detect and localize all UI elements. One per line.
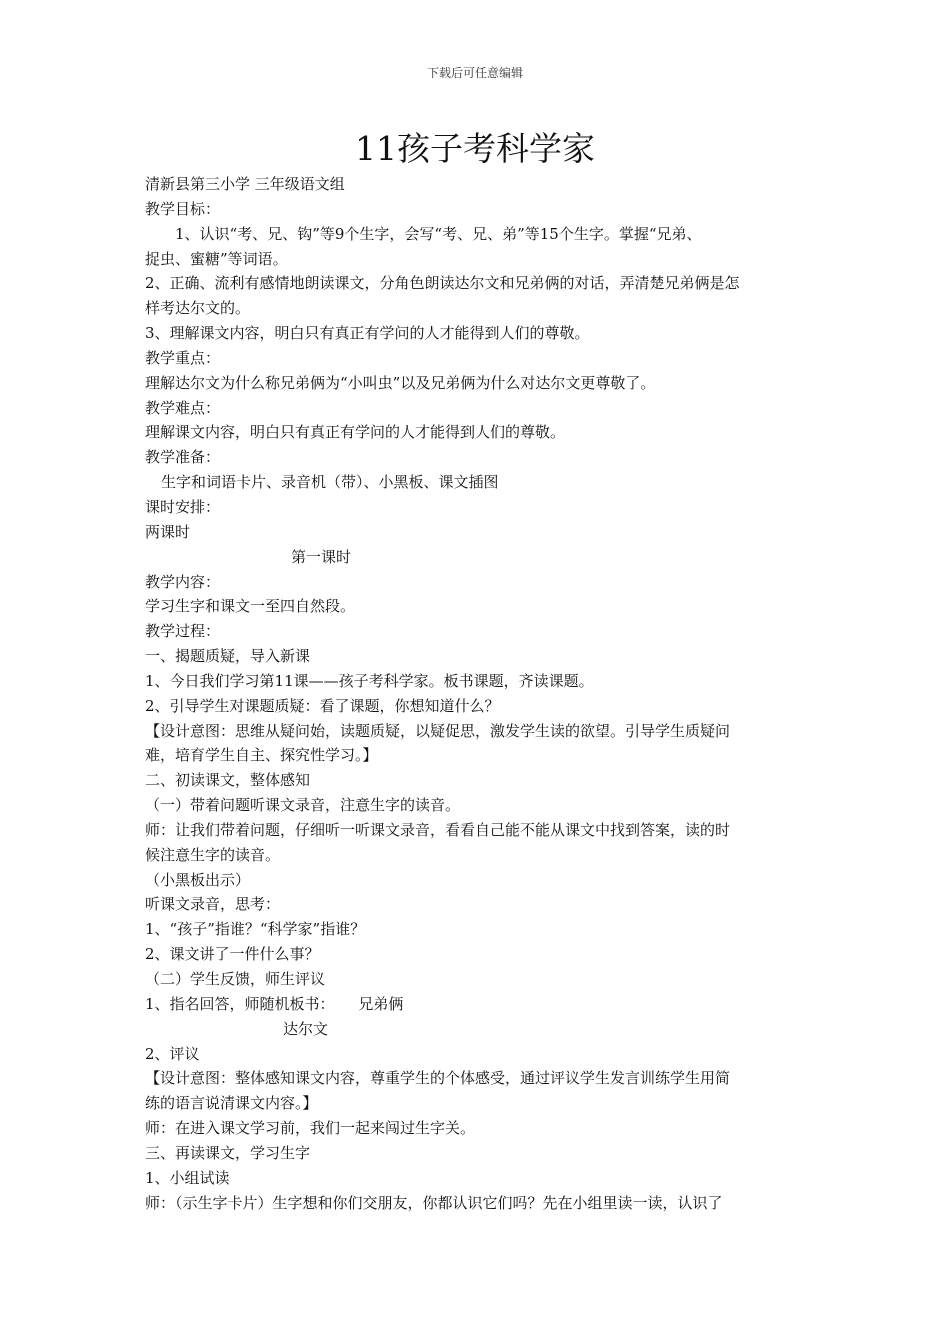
body-line: 难，培育学生自主、探究性学习。】: [145, 746, 378, 765]
body-line: 教学目标：: [145, 199, 221, 218]
body-line: 1、认识“考、兄、钩”等9个生字，会写“考、兄、弟”等15个生字。掌握“兄弟、: [175, 224, 702, 243]
body-line: 师：（示生字卡片）生字想和你们交朋友，你都认识它们吗？先在小组里读一读，认识了: [145, 1193, 723, 1212]
body-line: 课时安排：: [145, 497, 221, 516]
body-line: 【设计意图：思维从疑问始，读题质疑，以疑促思，激发学生读的欲望。引导学生质疑问: [145, 721, 731, 740]
body-line: 1、小组试读: [145, 1168, 230, 1187]
body-line: 1、指名回答，师随机板书： 兄弟俩: [145, 994, 404, 1013]
body-line: 【设计意图：整体感知课文内容，尊重学生的个体感受，通过评议学生发言训练学生用简: [145, 1069, 731, 1088]
body-line: 教学过程：: [145, 622, 221, 641]
body-line: 3、理解课文内容，明白只有真正有学问的人才能得到人们的尊敬。: [145, 324, 590, 343]
body-line: 教学难点：: [145, 398, 221, 417]
body-line: 教学内容：: [145, 572, 221, 591]
body-line: 听课文录音，思考：: [145, 895, 281, 914]
body-line: 学习生字和课文一至四自然段。: [145, 597, 356, 616]
document-body: [145, 172, 825, 1215]
board-note: 达尔文: [283, 1019, 329, 1038]
page-header: 下载后可任意编辑: [426, 66, 523, 80]
body-line: 理解达尔文为什么称兄弟俩为“小叫虫”以及兄弟俩为什么对达尔文更尊敬了。: [145, 373, 656, 392]
body-line: 理解课文内容，明白只有真正有学问的人才能得到人们的尊敬。: [145, 423, 566, 442]
document-title: 11孩子考科学家: [355, 129, 595, 168]
body-line: 一、揭题质疑，导入新课: [145, 647, 311, 666]
body-line: 1、“孩子”指谁？“科学家”指谁？: [145, 920, 366, 939]
body-line: 三、再读课文，学习生字: [145, 1143, 311, 1162]
body-line: 1、今日我们学习第11课——孩子考科学家。板书课题，齐读课题。: [145, 671, 594, 690]
body-line: （小黑板出示）: [145, 870, 251, 889]
body-line: 两课时: [145, 522, 191, 541]
body-line: 2、评议: [145, 1044, 200, 1063]
body-line: 师：让我们带着问题，仔细听一听课文录音，看看自己能不能从课文中找到答案，读的时: [145, 820, 731, 839]
body-line: 2、引导学生对课题质疑：看了课题，你想知道什么？: [145, 696, 500, 715]
lesson-heading: 第一课时: [291, 547, 352, 566]
body-line: 教学准备：: [145, 448, 221, 467]
body-line: 生字和词语卡片、录音机（带）、小黑板、课文插图: [161, 473, 499, 492]
body-line: 捉虫、蜜糖”等词语。: [145, 249, 288, 268]
body-line: 样考达尔文的。: [145, 299, 251, 318]
body-line: （二）学生反馈，师生评议: [145, 970, 326, 988]
body-line: 清新县第三小学 三年级语文组: [145, 175, 345, 193]
body-line: 2、课文讲了一件什么事？: [145, 945, 320, 964]
body-line: （一）带着问题听课文录音，注意生字的读音。: [145, 796, 461, 815]
body-line: 候注意生字的读音。: [145, 845, 281, 864]
body-line: 教学重点：: [145, 348, 221, 367]
body-line: 师：在进入课文学习前，我们一起来闯过生字关。: [145, 1119, 476, 1138]
body-line: 2、正确、流利有感情地朗读课文，分角色朗读达尔文和兄弟俩的对话，弄清楚兄弟俩是怎: [145, 274, 740, 293]
body-line: 二、初读课文，整体感知: [145, 771, 311, 790]
body-line: 练的语言说清课文内容。】: [145, 1094, 318, 1113]
